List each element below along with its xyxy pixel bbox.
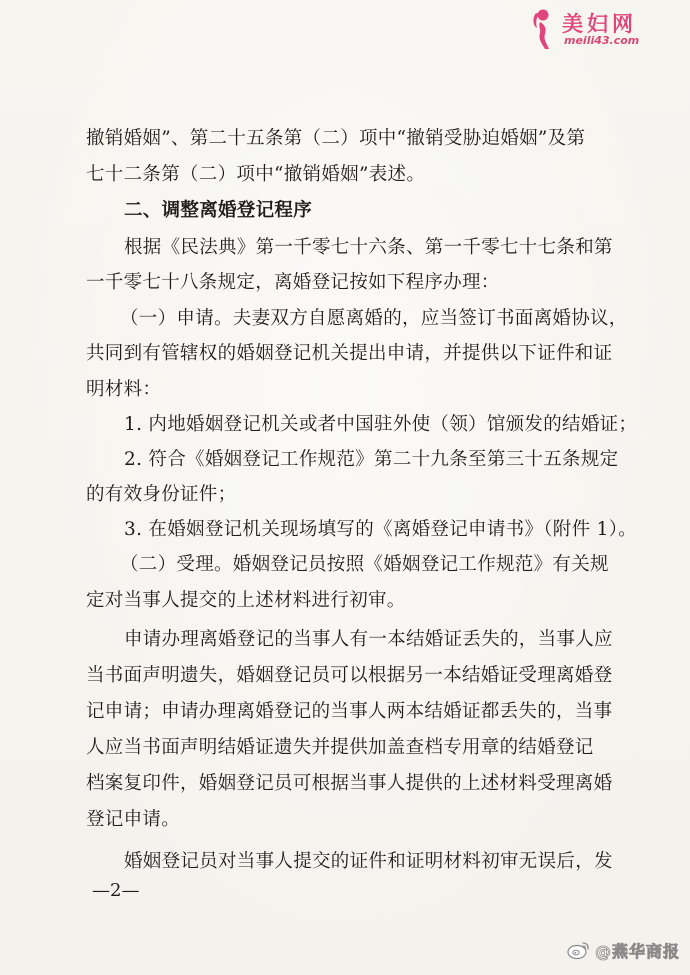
text-line: （一）申请。夫妻双方自愿离婚的，应当签订书面离婚协议， bbox=[120, 308, 628, 329]
source-account-label: @燕华商报 bbox=[594, 941, 680, 961]
list-item: 2. 符合《婚姻登记工作规范》第二十九条至第三十五条规定 bbox=[124, 449, 619, 470]
text-line: 共同到有管辖权的婚姻登记机关提出申请，并提供以下证件和证 bbox=[86, 343, 613, 364]
text-line: 申请办理离婚登记的当事人有一本结婚证丢失的，当事人应 bbox=[124, 629, 613, 650]
list-item: 1. 内地婚姻登记机关或者中国驻外使（领）馆颁发的结婚证； bbox=[124, 414, 638, 435]
text-line: 撤销婚姻”、第二十五条第（二）项中“撤销受胁迫婚姻”及第 bbox=[86, 128, 586, 149]
source-watermark bbox=[567, 937, 680, 963]
watermark-title: 美妇网 bbox=[562, 12, 637, 36]
text-line: 婚姻登记员对当事人提交的证件和证明材料初审无误后，发 bbox=[124, 851, 613, 872]
list-item: 3. 在婚姻登记机关现场填写的《离婚登记申请书》（附件 1）。 bbox=[124, 519, 637, 540]
text-line: 定对当事人提交的上述材料进行初审。 bbox=[86, 590, 406, 611]
text-line: 的有效身份证件； bbox=[86, 484, 237, 505]
section-heading: 二、调整离婚登记程序 bbox=[124, 200, 313, 221]
text-line: 记申请；申请办理离婚登记的当事人两本结婚证都丢失的，当事 bbox=[86, 701, 613, 722]
text-line: 一千零七十八条规定，离婚登记按如下程序办理： bbox=[86, 272, 500, 293]
text-line: 根据《民法典》第一千零七十六条、第一千零七十七条和第 bbox=[124, 237, 613, 258]
text-line: （二）受理。婚姻登记员按照《婚姻登记工作规范》有关规 bbox=[120, 554, 609, 575]
text-line: 档案复印件，婚姻登记员可根据当事人提供的上述材料受理离婚 bbox=[86, 773, 613, 794]
watermark-logo bbox=[530, 6, 680, 52]
text-line: 当书面声明遗失，婚姻登记员可以根据另一本结婚证受理离婚登 bbox=[86, 665, 613, 686]
text-line: 明材料： bbox=[86, 379, 162, 400]
text-line: 七十二条第（二）项中“撤销婚姻”表述。 bbox=[86, 164, 426, 185]
text-line: 人应当书面声明结婚证遗失并提供加盖查档专用章的结婚登记 bbox=[86, 737, 594, 758]
text-line: 登记申请。 bbox=[86, 809, 181, 830]
watermark-url: meili43.com bbox=[564, 34, 640, 47]
woman-silhouette-icon bbox=[530, 8, 556, 50]
weibo-icon bbox=[567, 940, 591, 960]
page-number: —2— bbox=[92, 880, 140, 901]
